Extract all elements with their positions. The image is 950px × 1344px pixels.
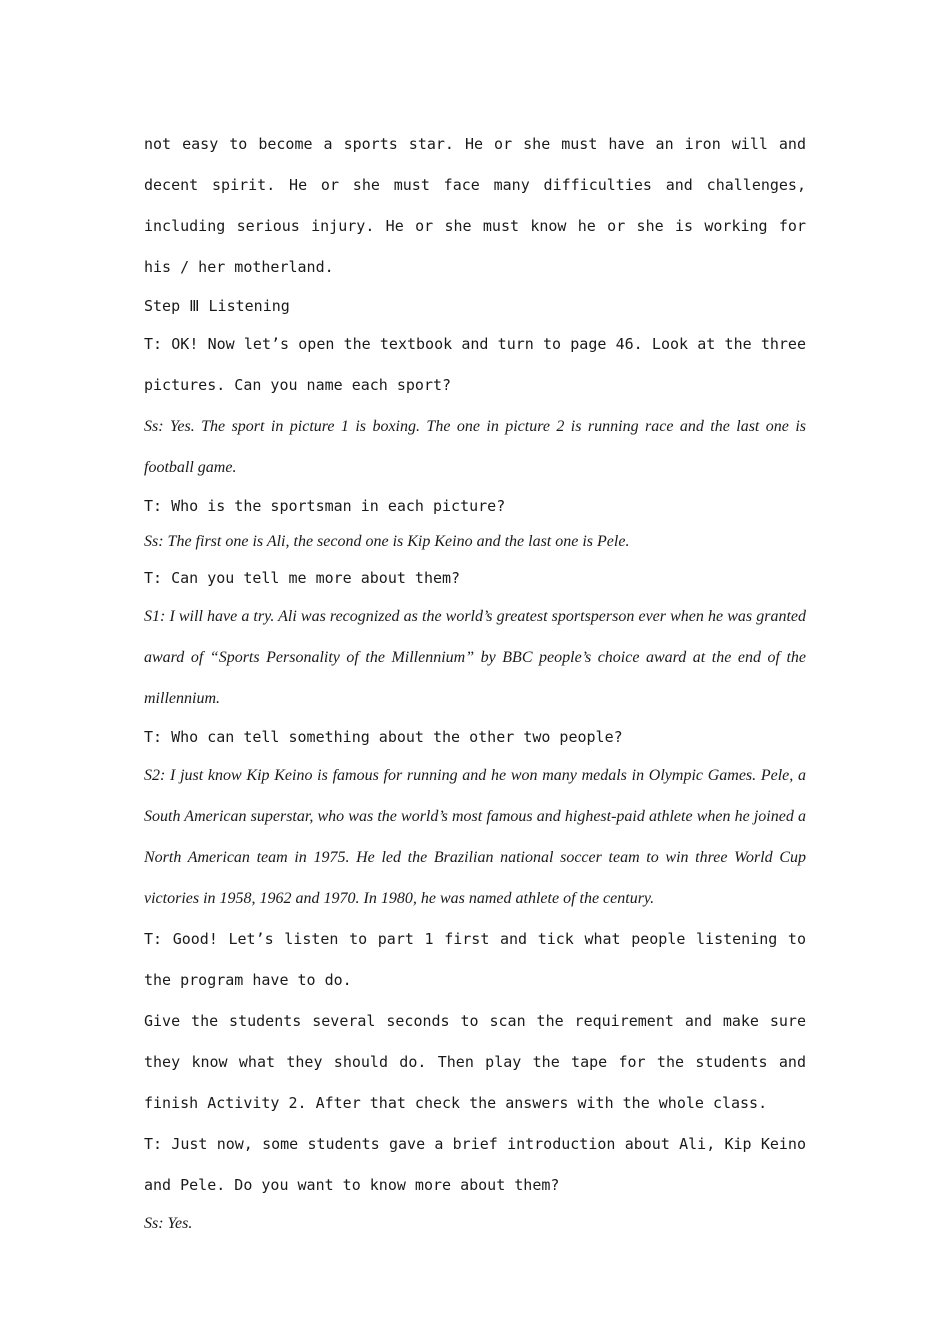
- paragraph-teacher-1: T: OK! Now let’s open the textbook and turn to page 46. Look at the three pictures. Can you name each sport?: [144, 335, 806, 394]
- document-body: [144, 124, 806, 1242]
- paragraph-students-1: Ss: Yes. The sport in picture 1 is boxing. The one in picture 2 is running race and the last one is football game.: [144, 418, 806, 476]
- paragraph-teacher-4: T: Who can tell something about the other two people?: [144, 728, 623, 746]
- paragraph-teacher-6: T: Just now, some students gave a brief introduction about Ali, Kip Keino and Pele. Do you want to know more about them?: [144, 1135, 806, 1194]
- paragraph-teacher-2: T: Who is the sportsman in each picture?: [144, 497, 506, 515]
- paragraph-instruction: Give the students several seconds to scan the requirement and make sure they know what they should do. Then play the tape for the students and finish Activity 2. After that check the answers with the whole class.: [144, 1012, 806, 1112]
- paragraph-teacher-5: T: Good! Let’s listen to part 1 first and tick what people listening to the program have to do.: [144, 930, 806, 989]
- paragraph-students-2: Ss: The first one is Ali, the second one is Kip Keino and the last one is Pele.: [144, 533, 630, 550]
- paragraph-intro: not easy to become a sports star. He or she must have an iron will and decent spirit. He or she must face many difficulties and challenges, including serious injury. He or she must know he or she is working for his / her motherland.: [144, 135, 806, 276]
- paragraph-s2: S2: I just know Kip Keino is famous for running and he won many medals in Olympic Games. Pele, a South American superstar, who was the world’s most famous and highest-paid athlete when he joined a North American team in 1975. He led the Brazilian national soccer team to win three World Cup victories in 1958, 1962 and 1970. In 1980, he was named athlete of the century.: [144, 767, 806, 907]
- paragraph-teacher-3: T: Can you tell me more about them?: [144, 569, 461, 587]
- step-heading: Step Ⅲ Listening: [144, 297, 290, 315]
- paragraph-students-3: Ss: Yes.: [144, 1215, 193, 1232]
- paragraph-s1: S1: I will have a try. Ali was recognized as the world’s greatest sportsperson ever when he was granted award of “Sports Personality of the Millennium” by BBC people’s choice award at the end of the millennium.: [144, 608, 806, 707]
